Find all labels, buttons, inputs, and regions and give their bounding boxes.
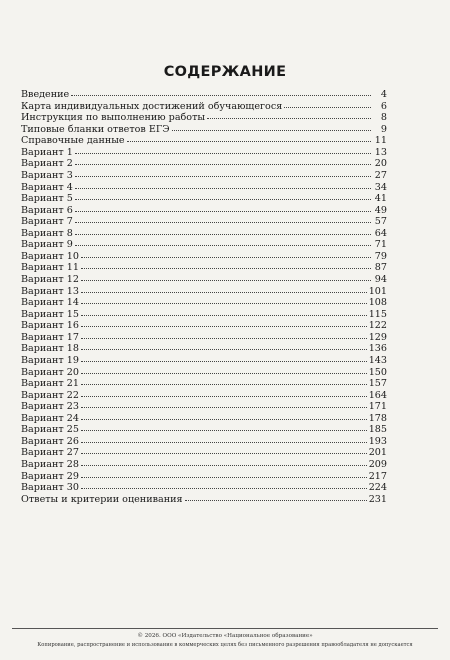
toc-entry-label: Вариант 24 (21, 412, 79, 424)
toc-dot-leader (75, 203, 371, 212)
toc-entry-label: Вариант 9 (21, 239, 73, 251)
toc-dot-leader (81, 434, 367, 443)
toc-dot-leader (75, 214, 371, 223)
toc-entry-label: Вариант 1 (21, 146, 73, 158)
toc-entry-label: Вариант 5 (21, 193, 73, 205)
toc-entry-label: Вариант 14 (21, 297, 79, 309)
toc-entry-page: 9 (380, 123, 387, 135)
footer-divider (12, 628, 438, 629)
toc-dot-leader (81, 272, 371, 281)
toc-dot-leader (81, 445, 367, 454)
toc-dot-leader (75, 191, 371, 200)
toc-dot-leader (284, 99, 371, 108)
toc-entry-label: Вариант 2 (21, 158, 73, 170)
toc-dot-leader (81, 341, 367, 350)
toc-entry-label: Карта индивидуальных достижений обучающегося (21, 100, 283, 112)
toc-entry-page: 13 (374, 146, 387, 158)
toc-dot-leader (81, 260, 371, 269)
toc-entry-label: Вариант 11 (21, 262, 79, 274)
toc-dot-leader (75, 156, 371, 165)
toc-entry-label: Введение (21, 89, 70, 100)
toc-entry-page: 4 (380, 89, 387, 100)
toc-entry-label: Вариант 19 (21, 354, 79, 366)
toc-dot-leader (81, 249, 371, 258)
toc-entry-label: Вариант 7 (21, 216, 73, 228)
toc-dot-leader (81, 318, 367, 327)
toc-dot-leader (75, 168, 371, 177)
toc-entry-label: Вариант 28 (21, 459, 79, 470)
toc-dot-leader (81, 411, 367, 420)
toc-entry-label: Вариант 8 (21, 227, 73, 239)
toc-dot-leader (81, 376, 367, 385)
toc-entry-label: Вариант 21 (21, 378, 79, 390)
toc-entry-page: 209 (368, 459, 387, 470)
toc-dot-leader (81, 353, 367, 362)
toc-entry-page: 41 (374, 193, 387, 205)
toc-dot-leader (75, 226, 371, 235)
toc-entry-page: 101 (368, 285, 387, 297)
toc-entry-page: 87 (374, 262, 387, 274)
toc-dot-leader (71, 87, 371, 96)
toc-entry-page: 71 (374, 239, 387, 251)
toc-dot-leader (81, 399, 367, 408)
toc-entry-label: Вариант 15 (21, 308, 79, 320)
toc-dot-leader (185, 492, 367, 501)
toc-dot-leader (172, 122, 371, 131)
toc-entry-label: Вариант 30 (21, 482, 79, 494)
toc-entry (21, 493, 387, 505)
toc-dot-leader (207, 110, 371, 119)
toc-entry-page: 201 (368, 447, 387, 459)
toc-entry-page: 122 (368, 320, 387, 332)
toc-entry-label: Вариант 29 (21, 470, 79, 482)
toc-entry-label: Вариант 16 (21, 320, 79, 332)
toc-entry-page: 217 (368, 470, 387, 482)
toc-dot-leader (127, 133, 371, 142)
toc-dot-leader (81, 365, 367, 374)
toc-entry-label: Справочные данные (21, 135, 125, 147)
toc-entry-page: 136 (368, 343, 387, 355)
toc-entry-page: 49 (374, 204, 387, 216)
copyright-line: © 2026. ООО «Издательство «Национальное образование» (137, 633, 313, 639)
toc-entry-page: 231 (368, 493, 387, 505)
toc-entry-label: Вариант 17 (21, 331, 79, 343)
table-of-contents (21, 88, 387, 504)
toc-dot-leader (81, 330, 367, 339)
toc-entry-page: 178 (368, 412, 387, 424)
toc-entry-page: 164 (368, 389, 387, 401)
toc-entry-label: Вариант 23 (21, 401, 79, 413)
toc-entry-label: Вариант 27 (21, 447, 79, 459)
toc-dot-leader (81, 480, 367, 489)
toc-entry-label: Вариант 26 (21, 435, 79, 447)
toc-entry-page: 143 (368, 354, 387, 366)
toc-entry-label: Вариант 13 (21, 285, 79, 297)
toc-entry-page: 150 (368, 366, 387, 378)
toc-entry-page: 34 (374, 181, 387, 193)
toc-entry-page: 20 (374, 158, 387, 170)
toc-entry-label: Вариант 18 (21, 343, 79, 355)
toc-dot-leader (81, 284, 367, 293)
toc-entry-page: 27 (374, 169, 387, 181)
toc-entry-page: 11 (374, 135, 387, 147)
toc-entry-page: 115 (368, 308, 387, 320)
toc-entry-label: Типовые бланки ответов ЕГЭ (21, 123, 170, 135)
toc-dot-leader (81, 295, 367, 304)
toc-entry-page: 171 (368, 401, 387, 413)
toc-entry-label: Вариант 3 (21, 169, 73, 181)
toc-entry-label: Вариант 10 (21, 250, 79, 262)
toc-dot-leader (75, 145, 371, 154)
toc-dot-leader (81, 422, 367, 431)
toc-entry-page: 79 (374, 250, 387, 262)
toc-dot-leader (81, 388, 367, 397)
toc-dot-leader (81, 457, 367, 466)
toc-entry-label: Ответы и критерии оценивания (21, 493, 183, 505)
toc-entry-page: 57 (374, 216, 387, 228)
toc-entry-label: Вариант 22 (21, 389, 79, 401)
toc-entry-page: 108 (368, 297, 387, 309)
toc-entry-page: 129 (368, 331, 387, 343)
toc-dot-leader (75, 180, 371, 189)
toc-dot-leader (81, 469, 367, 478)
toc-entry-page: 224 (368, 482, 387, 494)
toc-entry-page: 8 (380, 112, 387, 124)
toc-entry-label: Вариант 25 (21, 424, 79, 436)
toc-entry-page: 193 (368, 435, 387, 447)
copyright-notice: Копирование, распространение и использование в коммерческих целях без письменного разрешения правообладателя не допускается (37, 642, 413, 648)
toc-entry-label: Инструкция по выполнению работы (21, 112, 206, 124)
toc-entry-page: 185 (368, 424, 387, 436)
toc-entry-label: Вариант 4 (21, 181, 73, 193)
toc-entry-page: 94 (374, 274, 387, 285)
toc-entry-page: 6 (380, 100, 387, 112)
toc-entry-page: 64 (374, 227, 387, 239)
toc-entry-page: 157 (368, 378, 387, 390)
toc-dot-leader (75, 237, 371, 246)
toc-entry-label: Вариант 20 (21, 366, 79, 378)
toc-entry-label: Вариант 12 (21, 274, 79, 285)
page-title: СОДЕРЖАНИЕ (163, 64, 287, 80)
toc-dot-leader (81, 307, 367, 316)
toc-entry-label: Вариант 6 (21, 204, 73, 216)
